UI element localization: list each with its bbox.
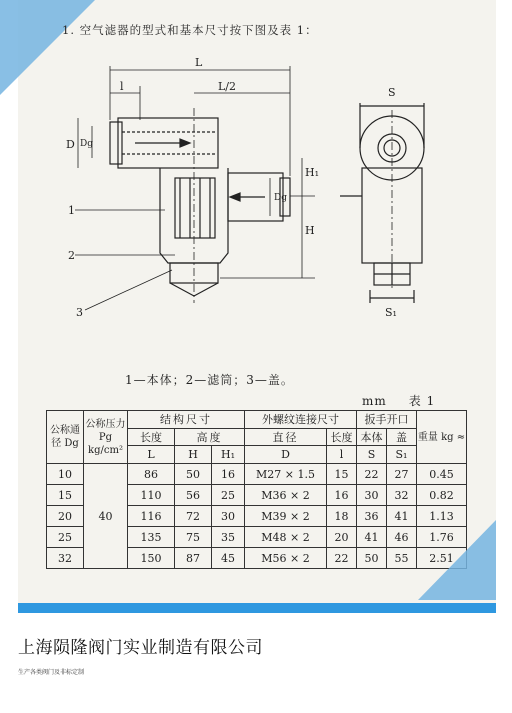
cell-D: M48 × 2 [245, 527, 327, 548]
table-unit: mm [362, 394, 387, 408]
dim-S: S [388, 86, 396, 99]
header-diameter: 直径 [245, 429, 327, 446]
company-name: 上海陨隆阀门实业制造有限公司 [18, 638, 263, 658]
accent-bar [18, 603, 496, 613]
cell-weight: 1.13 [417, 506, 467, 527]
cell-dg: 20 [47, 506, 84, 527]
cell-S: 41 [357, 527, 387, 548]
unit-S1: S₁ [387, 446, 417, 464]
cell-H: 56 [175, 485, 212, 506]
unit-S: S [357, 446, 387, 464]
table-row [47, 464, 467, 485]
cell-S: 30 [357, 485, 387, 506]
cell-l: 22 [327, 548, 357, 569]
unit-L: L [128, 446, 175, 464]
cell-S1: 55 [387, 548, 417, 569]
cell-S1: 32 [387, 485, 417, 506]
dim-H1: H₁ [305, 166, 320, 179]
unit-H1: H₁ [212, 446, 245, 464]
part-label-3: 3 [76, 306, 83, 319]
cell-S: 50 [357, 548, 387, 569]
dim-Dg: Dg [80, 139, 93, 149]
company-tagline: 生产各类阀门及非标定制 [18, 669, 85, 676]
cell-L: 150 [128, 548, 175, 569]
cell-D: M27 × 1.5 [245, 464, 327, 485]
header-nominal-diameter: 公称通径 Dg [47, 411, 84, 464]
header-wrench: 扳手开口 [357, 411, 417, 429]
header-cover: 盖 [387, 429, 417, 446]
cell-l: 15 [327, 464, 357, 485]
parts-legend: 1—本体；2—滤筒；3—盖。 [125, 373, 294, 387]
cell-D: M36 × 2 [245, 485, 327, 506]
corner-decoration-bottom-right [418, 520, 496, 600]
cell-l: 16 [327, 485, 357, 506]
cell-H1: 45 [212, 548, 245, 569]
dim-Dg-outlet: Dg [274, 193, 287, 203]
unit-H: H [175, 446, 212, 464]
dim-L: L [195, 56, 203, 69]
cell-H1: 30 [212, 506, 245, 527]
header-body: 本体 [357, 429, 387, 446]
header-thread-length: 长度 [327, 429, 357, 446]
table-title: 表 1 [408, 394, 436, 408]
cell-L: 116 [128, 506, 175, 527]
cell-pressure: 40 [84, 464, 128, 569]
cell-L: 86 [128, 464, 175, 485]
cell-S1: 27 [387, 464, 417, 485]
header-nominal-pressure: 公称压力 Pg kg/cm² [84, 411, 128, 464]
cell-dg: 32 [47, 548, 84, 569]
spec-table [46, 410, 467, 569]
cell-S: 36 [357, 506, 387, 527]
cell-H: 72 [175, 506, 212, 527]
header-height: 高度 [175, 429, 245, 446]
cell-weight: 0.82 [417, 485, 467, 506]
cell-dg: 15 [47, 485, 84, 506]
header-structure: 结构尺寸 [128, 411, 245, 429]
side-view [340, 103, 424, 303]
dim-H: H [305, 224, 315, 237]
intro-text: 1. 空气滤器的型式和基本尺寸按下图及表 1： [62, 23, 318, 37]
header-thread: 外螺纹连接尺寸 [245, 411, 357, 429]
cell-H: 50 [175, 464, 212, 485]
dim-S1: S₁ [385, 306, 397, 319]
cell-D: M39 × 2 [245, 506, 327, 527]
dim-L-half: L/2 [218, 80, 237, 93]
header-length: 长度 [128, 429, 175, 446]
cell-S1: 46 [387, 527, 417, 548]
table-caption [362, 392, 435, 409]
dim-D: D [66, 138, 75, 151]
part-label-1: 1 [68, 204, 75, 217]
cell-S: 22 [357, 464, 387, 485]
header-weight: 重量 kg ≈ [417, 411, 467, 464]
cell-dg: 10 [47, 464, 84, 485]
cell-H1: 16 [212, 464, 245, 485]
cell-H1: 25 [212, 485, 245, 506]
cell-weight: 1.76 [417, 527, 467, 548]
dim-l: l [120, 80, 124, 93]
cell-dg: 25 [47, 527, 84, 548]
cell-l: 18 [327, 506, 357, 527]
cell-H1: 35 [212, 527, 245, 548]
cell-H: 75 [175, 527, 212, 548]
cell-D: M56 × 2 [245, 548, 327, 569]
cell-l: 20 [327, 527, 357, 548]
cell-L: 135 [128, 527, 175, 548]
cell-H: 87 [175, 548, 212, 569]
cell-weight: 0.45 [417, 464, 467, 485]
front-view [110, 108, 290, 303]
part-label-2: 2 [68, 249, 75, 262]
filter-technical-drawing [40, 48, 470, 368]
unit-D: D [245, 446, 327, 464]
unit-l: l [327, 446, 357, 464]
cell-L: 110 [128, 485, 175, 506]
cell-S1: 41 [387, 506, 417, 527]
cell-weight: 2.51 [417, 548, 467, 569]
